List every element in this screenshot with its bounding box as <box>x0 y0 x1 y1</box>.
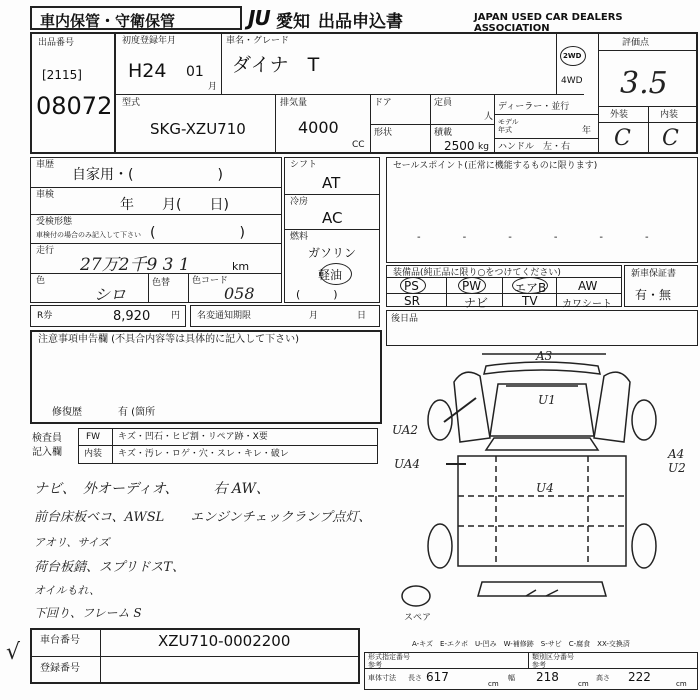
name-change-month: 月 <box>309 311 319 321</box>
width-value: 218 <box>536 670 559 684</box>
registration-year: H24 <box>128 60 167 82</box>
registration-month: 01 <box>186 64 204 80</box>
plate-label: 登録番号 <box>40 663 80 674</box>
fuel-gasoline: ガソリン <box>308 246 357 260</box>
tax-box <box>30 305 186 327</box>
diagram-legend: A-キズ E-エクボ U-凹み W-補修跡 S-サビ C-腐食 XX-交換済 <box>412 640 630 648</box>
cargo-bed-outline <box>458 456 626 566</box>
fuel-label: 燃料 <box>290 232 309 242</box>
check-mark: √ <box>6 640 21 665</box>
ps-circle <box>400 277 426 294</box>
note-line-1: ナビ、 外オーディオ、 右 AW、 <box>34 481 270 497</box>
tax-label: R券 <box>37 311 53 321</box>
ju-logo: JU <box>248 6 270 30</box>
length-label: 長さ <box>408 674 422 682</box>
registration-label: 初度登録年月 <box>122 36 177 46</box>
width-label: 幅 <box>508 674 515 682</box>
equip-leather: カワシート <box>562 299 612 310</box>
tax-amount: 8,920 <box>113 309 151 324</box>
payload: 2500 <box>444 139 475 153</box>
lot-number: 08072 <box>36 92 113 120</box>
shape-label: 形状 <box>374 128 393 138</box>
later-items-label: 後日品 <box>391 314 419 324</box>
height-label: 高さ <box>596 674 610 682</box>
org-name-en: JAPAN USED CAR DEALERS ASSOCIATION <box>474 12 623 34</box>
right-rear-wheel <box>632 524 656 568</box>
mileage-unit: km <box>232 260 250 273</box>
type-number-label: 形式指定番号 参考 <box>368 653 410 669</box>
equipment-label: 装備品(純正品に限り○をつけてください) <box>393 268 561 278</box>
fuel-diesel: 軽油 <box>318 268 343 282</box>
drive-4wd: 4WD <box>561 76 583 86</box>
label-ua2: UA2 <box>392 423 419 437</box>
inspector-fw-label: FW <box>86 432 101 442</box>
ac-value: AC <box>322 209 343 227</box>
rear-marks <box>526 590 558 596</box>
storage-box <box>30 6 242 30</box>
later-items-box <box>386 310 698 346</box>
inspection-value: 年 月( 日) <box>120 197 229 213</box>
class-number-label: 類別区分番号 参考 <box>532 653 574 669</box>
header-title <box>246 6 700 32</box>
left-rear-wheel <box>428 524 452 568</box>
payload-unit: kg <box>478 142 489 152</box>
label-u4: U4 <box>536 481 554 495</box>
equip-ps: PS <box>404 279 419 293</box>
sales-points-box <box>386 157 698 263</box>
name-change-label: 名変通知期限 <box>197 311 252 321</box>
right-front-wheel <box>632 400 656 440</box>
grade-label: 評価点 <box>622 38 650 48</box>
inspector-interior-label: 内装 <box>84 449 103 459</box>
left-door-outline <box>454 372 490 442</box>
model-year-label: モデル 年式 <box>498 118 519 134</box>
interior-label: 内装 <box>660 110 679 120</box>
new-car-label: 新車保証書 <box>631 269 677 279</box>
label-ua4: UA4 <box>394 457 421 471</box>
length-value: 617 <box>426 670 449 684</box>
storage-label: 車内保管・守衛保管 <box>40 12 176 30</box>
fuel-paren: ( ) <box>296 288 338 301</box>
inspector-interior-items: キズ・汚レ・ロゲ・穴・スレ・キレ・破レ <box>118 449 289 459</box>
color-code: 058 <box>224 284 255 303</box>
receipt-label: 受検形態 <box>36 217 73 227</box>
grade-score: 3.5 <box>620 66 668 101</box>
notes-label: 注意事項申告欄 (不具合内容等は具体的に記入して下さい) <box>38 334 299 345</box>
notes-box <box>30 330 382 424</box>
form-title: 出品申込書 <box>318 12 403 32</box>
width-unit: cm <box>578 680 589 688</box>
pw-circle <box>458 277 486 294</box>
payload-label: 積載 <box>434 128 453 138</box>
lot-box <box>30 32 116 154</box>
equip-pw: PW <box>462 279 482 293</box>
airbag-circle <box>512 277 548 294</box>
vehicle-name-label: 車名・グレード <box>226 36 290 46</box>
note-line-5: オイルもれ、 <box>34 584 101 597</box>
note-line-2: 前台床板ベコ、AWSL エンジンチェックランプ点灯、 <box>34 510 372 525</box>
height-value: 222 <box>628 670 651 684</box>
label-u1: U1 <box>538 393 556 407</box>
handle-label: ハンドル 左・右 <box>498 142 571 152</box>
equip-airbag: エアB <box>514 281 547 295</box>
inspector-fw-items: キズ・凹石・ヒビ割・リペア跡・X要 <box>118 432 268 442</box>
year-unit: 年 <box>582 126 592 136</box>
model-code: SKG-XZU710 <box>150 120 246 138</box>
new-car-value: 有・無 <box>635 288 672 302</box>
spare-tire <box>402 586 430 606</box>
sales-points-label: セールスポイント(正常に機能するものに限ります) <box>393 161 598 171</box>
note-line-4: 荷台板錆、スプリドスT、 <box>34 560 186 575</box>
receipt-paren: ( ) <box>150 225 245 241</box>
equip-navi: ナビ <box>464 296 489 310</box>
model-label: 型式 <box>122 98 141 108</box>
displacement: 4000 <box>298 118 339 137</box>
label-a3: A3 <box>536 349 553 363</box>
shift-value: AT <box>322 174 341 192</box>
note-line-6: 下回り、フレーム S <box>34 606 142 620</box>
length-unit: cm <box>488 680 499 688</box>
displacement-unit: CC <box>352 140 365 150</box>
mileage-value: 27万2千9 3 1 <box>80 255 190 275</box>
right-door-outline <box>594 372 630 442</box>
color-value: シロ <box>94 285 127 304</box>
interior-grade: C <box>662 126 679 151</box>
displacement-label: 排気量 <box>280 98 308 108</box>
chassis-number: XZU710-0002200 <box>158 632 291 650</box>
windshield-outline <box>486 438 598 450</box>
mileage-label: 走行 <box>36 246 55 256</box>
new-car-warranty-box <box>624 265 698 307</box>
repair-value: 有 (箇所 <box>118 407 156 418</box>
org-name: 愛知 <box>276 12 310 32</box>
inspection-label: 車検 <box>36 190 55 200</box>
label-u2: U2 <box>668 461 686 475</box>
left-front-wheel <box>428 400 452 440</box>
ac-label: 冷房 <box>290 197 309 207</box>
label-a4: A4 <box>668 447 685 461</box>
name-change-day: 日 <box>357 311 367 321</box>
lot-bracket: [2115] <box>42 68 82 82</box>
note-line-3: アオリ、サイズ <box>34 536 110 549</box>
repaint-label: 色替 <box>152 278 171 288</box>
equip-aw: AW <box>578 279 598 293</box>
tax-unit: 円 <box>171 311 181 321</box>
rear-bumper-outline <box>478 582 606 596</box>
history-value: 自家用・( ) <box>72 167 223 183</box>
equip-sr: SR <box>404 294 420 308</box>
door-label: ドア <box>374 98 392 108</box>
ua2-mark <box>444 398 476 422</box>
color-code-label: 色コード <box>192 276 229 286</box>
lot-label: 出品番号 <box>38 38 75 48</box>
dealer-label: ディーラー・並行 <box>498 102 570 112</box>
name-change-box <box>190 305 380 327</box>
history-label: 車歴 <box>36 160 55 170</box>
drive-2wd: 2WD <box>563 52 582 60</box>
capacity-label: 定員 <box>434 98 453 108</box>
shift-label: シフト <box>290 160 318 170</box>
inspector-label: 検査員 記入欄 <box>32 433 62 458</box>
label-spare: スペア <box>404 613 432 623</box>
body-size-label: 車体寸法 <box>368 674 396 682</box>
front-bumper-outline <box>484 362 600 374</box>
vehicle-name: ダイナ T <box>232 54 320 76</box>
vehicle-diagram <box>386 346 698 638</box>
equip-tv: TV <box>522 294 538 308</box>
cab-roof-outline <box>490 384 594 436</box>
exterior-label: 外装 <box>610 110 629 120</box>
receipt-note: 車検付の場合のみ記入して下さい <box>36 231 141 239</box>
exterior-grade: C <box>614 126 631 151</box>
sales-points-dashes: ------ <box>417 232 691 243</box>
height-unit: cm <box>676 680 687 688</box>
chassis-label: 車台番号 <box>40 635 80 646</box>
registration-month-unit: 月 <box>208 82 218 92</box>
repair-label: 修復歴 <box>52 407 82 418</box>
color-label: 色 <box>36 276 46 286</box>
capacity-unit: 人 <box>484 112 494 122</box>
